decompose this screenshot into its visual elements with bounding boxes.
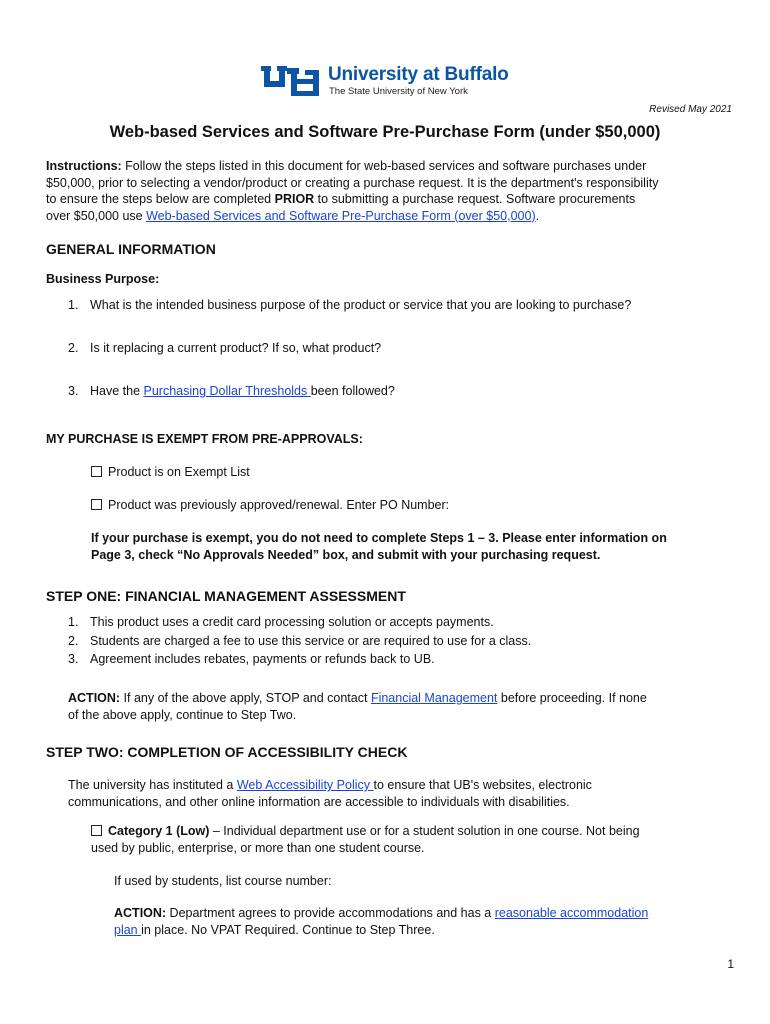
category-1-option: Category 1 (Low) – Individual department use or for a student solution in one course. Not being used by public, enterprise, or more than one student course. xyxy=(91,824,640,855)
ub-mark-icon xyxy=(261,66,319,96)
list-item: 3. Agreement includes rebates, payments or refunds back to UB. xyxy=(68,652,435,666)
revision-date: Revised May 2021 xyxy=(649,104,732,115)
purchasing-thresholds-link[interactable]: Purchasing Dollar Thresholds xyxy=(143,384,311,398)
category-1-checkbox[interactable] xyxy=(91,825,102,836)
question-3: 3. Have the Purchasing Dollar Thresholds been followed? xyxy=(68,384,395,398)
list-item: 1. This product uses a credit card processing solution or accepts payments. xyxy=(68,615,494,629)
over-50k-form-link[interactable]: Web-based Services and Software Pre-Purchase Form (over $50,000) xyxy=(146,208,536,223)
course-number-prompt: If used by students, list course number: xyxy=(114,874,332,888)
logo-subtitle: The State University of New York xyxy=(329,86,468,97)
exempt-heading: MY PURCHASE IS EXEMPT FROM PRE-APPROVALS: xyxy=(46,432,363,446)
exempt-option-list: Product is on Exempt List xyxy=(91,464,250,481)
page-title: Web-based Services and Software Pre-Purchase Form (under $50,000) xyxy=(109,123,661,141)
business-purpose-heading: Business Purpose: xyxy=(46,272,160,286)
step-two-heading: STEP TWO: COMPLETION OF ACCESSIBILITY CHECK xyxy=(46,744,408,760)
question-2: 2. Is it replacing a current product? If so, what product? xyxy=(68,341,382,355)
question-1: 1. What is the intended business purpose of the product or service that you are looking to purchase? xyxy=(68,298,632,312)
step-one-list xyxy=(68,614,531,668)
reasonable-accommodation-link-cont[interactable]: plan xyxy=(114,922,142,937)
step-two-intro: The university has instituted a Web Accessibility Policy to ensure that UB's websites, electronic communications, and other online information are accessible to individuals with disabilities. xyxy=(68,778,592,809)
reasonable-accommodation-link[interactable]: reasonable accommodation xyxy=(494,906,649,920)
step-one-heading: STEP ONE: FINANCIAL MANAGEMENT ASSESSMENT xyxy=(46,588,406,604)
instructions: Instructions: Follow the steps listed in this document for web-based services and software purchases under $50,000, prior to selecting a vendor/product or creating a purchase request. It is the department's responsibility to ensure the steps below are completed PRIOR to submitting a purchase request. Software procurements over $50,000 use Web-based Services and Software Pre-Purchase Form (over $50,000). xyxy=(46,159,659,223)
financial-management-link[interactable]: Financial Management xyxy=(370,691,498,705)
step-two-action: ACTION: Department agrees to provide accommodations and has a reasonable accommodation plan in place. No VPAT Required. Continue to Step Three. xyxy=(114,906,649,937)
instructions-label: Instructions: xyxy=(46,159,122,173)
page-number: 1 xyxy=(727,957,734,971)
logo-name: University at Buffalo xyxy=(328,64,509,85)
step-one-action: ACTION: If any of the above apply, STOP and contact Financial Management before proceeding. If none of the above apply, continue to Step Two. xyxy=(68,691,647,722)
list-item: 2. Students are charged a fee to use this service or are required to use for a class. xyxy=(68,633,532,648)
exempt-note: If your purchase is exempt, you do not need to complete Steps 1 – 3. Please enter information on Page 3, check “No Approvals Needed” box, and submit with your purchasing request. xyxy=(91,531,667,562)
renewal-checkbox[interactable] xyxy=(91,499,102,510)
exempt-option-renewal: Product was previously approved/renewal. Enter PO Number: xyxy=(91,497,449,514)
web-accessibility-policy-link[interactable]: Web Accessibility Policy xyxy=(236,778,374,792)
general-info-heading: GENERAL INFORMATION xyxy=(46,241,216,257)
exempt-list-checkbox[interactable] xyxy=(91,466,102,477)
